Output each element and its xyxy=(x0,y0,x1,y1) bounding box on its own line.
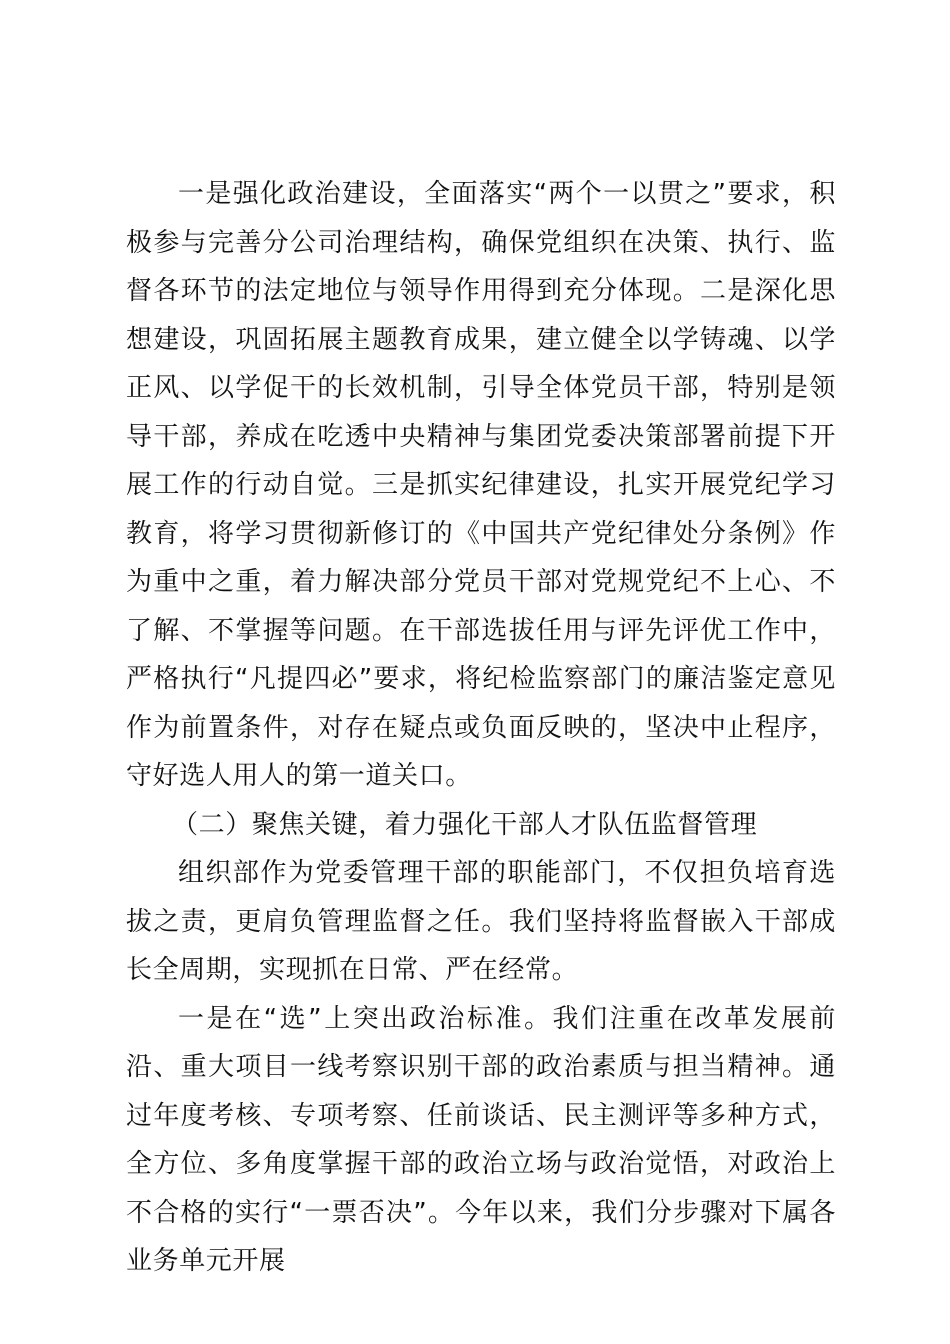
paragraph-selection-standard: 一是在“选”上突出政治标准。我们注重在改革发展前沿、重大项目一线考察识别干部的政治素质与担当精神。通过年度考核、专项考察、任前谈话、民主测评等多种方式，全方位、多角度掌握干部的政治立场与政治觉悟，对政治上不合格的实行“一票否决”。今年以来，我们分步骤对下属各业务单元开展 xyxy=(126,1003,836,1276)
paragraph-political-construction: 一是强化政治建设，全面落实“两个一以贯之”要求，积极参与完善分公司治理结构，确保党组织在决策、执行、监督各环节的法定地位与领导作用得到充分体现。二是深化思想建设，巩固拓展主题教育成果，建立健全以学铸魂、以学正风、以学促干的长效机制，引导全体党员干部，特别是领导干部，养成在吃透中央精神与集团党委决策部署前提下开展工作的行动自觉。三是抓实纪律建设，扎实开展党纪学习教育，将学习贯彻新修订的《中国共产党纪律处分条例》作为重中之重，着力解决部分党员干部对党规党纪不上心、不了解、不掌握等问题。在干部选拔任用与评先评优工作中，严格执行“凡提四必”要求，将纪检监察部门的廉洁鉴定意见作为前置条件，对存在疑点或负面反映的，坚决中止程序，守好选人用人的第一道关口。 xyxy=(126,179,836,791)
section-heading: （二）聚焦关键，着力强化干部人才队伍监督管理 xyxy=(172,809,758,840)
document-body xyxy=(126,170,836,1286)
paragraph-organization-department: 组织部作为党委管理干部的职能部门，不仅担负培育选拔之责，更肩负管理监督之任。我们坚持将监督嵌入干部成长全周期，实现抓在日常、严在经常。 xyxy=(126,858,836,985)
